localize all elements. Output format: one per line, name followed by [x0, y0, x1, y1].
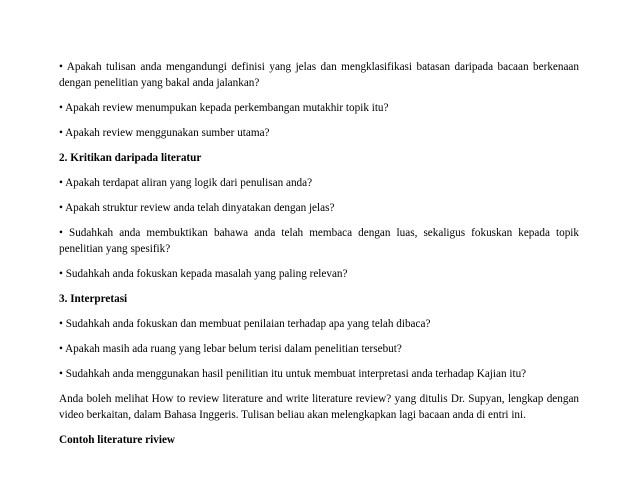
bullet-evaluation: • Sudahkah anda fokuskan dan membuat penilaian terhadap apa yang telah dibaca? [59, 318, 431, 330]
document-page [59, 59, 579, 457]
bullet-recent-developments: • Apakah review menumpukan kepada perkembangan mutakhir topik itu? [59, 102, 389, 114]
bullet-wide-reading: • Sudahkah anda membuktikan bahawa anda telah membaca dengan luas, sekaligus fokuskan kepada topik penelitian yang spesifik? [59, 227, 579, 255]
section-heading-critique: 2. Kritikan daripada literatur [59, 152, 202, 164]
example-heading: Contoh literature riview [59, 434, 175, 446]
bullet-use-of-findings: • Sudahkah anda menggunakan hasil penilitian itu untuk membuat interpretasi anda terhadap Kajian itu? [59, 368, 527, 380]
bullet-review-structure: • Apakah struktur review anda telah dinyatakan dengan jelas? [59, 202, 335, 214]
bullet-definition-clarity: • Apakah tulisan anda mengandungi definisi yang jelas dan mengklasifikasi batasan daripada bacaan berkenaan dengan penelitian yang bakal anda jalankan? [59, 61, 579, 89]
section-heading-interpretation: 3. Interpretasi [59, 293, 128, 305]
reference-paragraph: Anda boleh melihat How to review literature and write literature review? yang ditulis Dr. Supyan, lengkap dengan video berkaitan, dalam Bahasa Inggeris. Tulisan beliau akan melengkapkan lagi bacaan anda di entri ini. [59, 393, 579, 421]
bullet-relevant-problems: • Sudahkah anda fokuskan kepada masalah yang paling relevan? [59, 268, 348, 280]
bullet-logical-flow: • Apakah terdapat aliran yang logik dari penulisan anda? [59, 177, 313, 189]
bullet-primary-sources: • Apakah review menggunakan sumber utama? [59, 127, 270, 139]
bullet-research-gap: • Apakah masih ada ruang yang lebar belum terisi dalam penelitian tersebut? [59, 343, 402, 355]
